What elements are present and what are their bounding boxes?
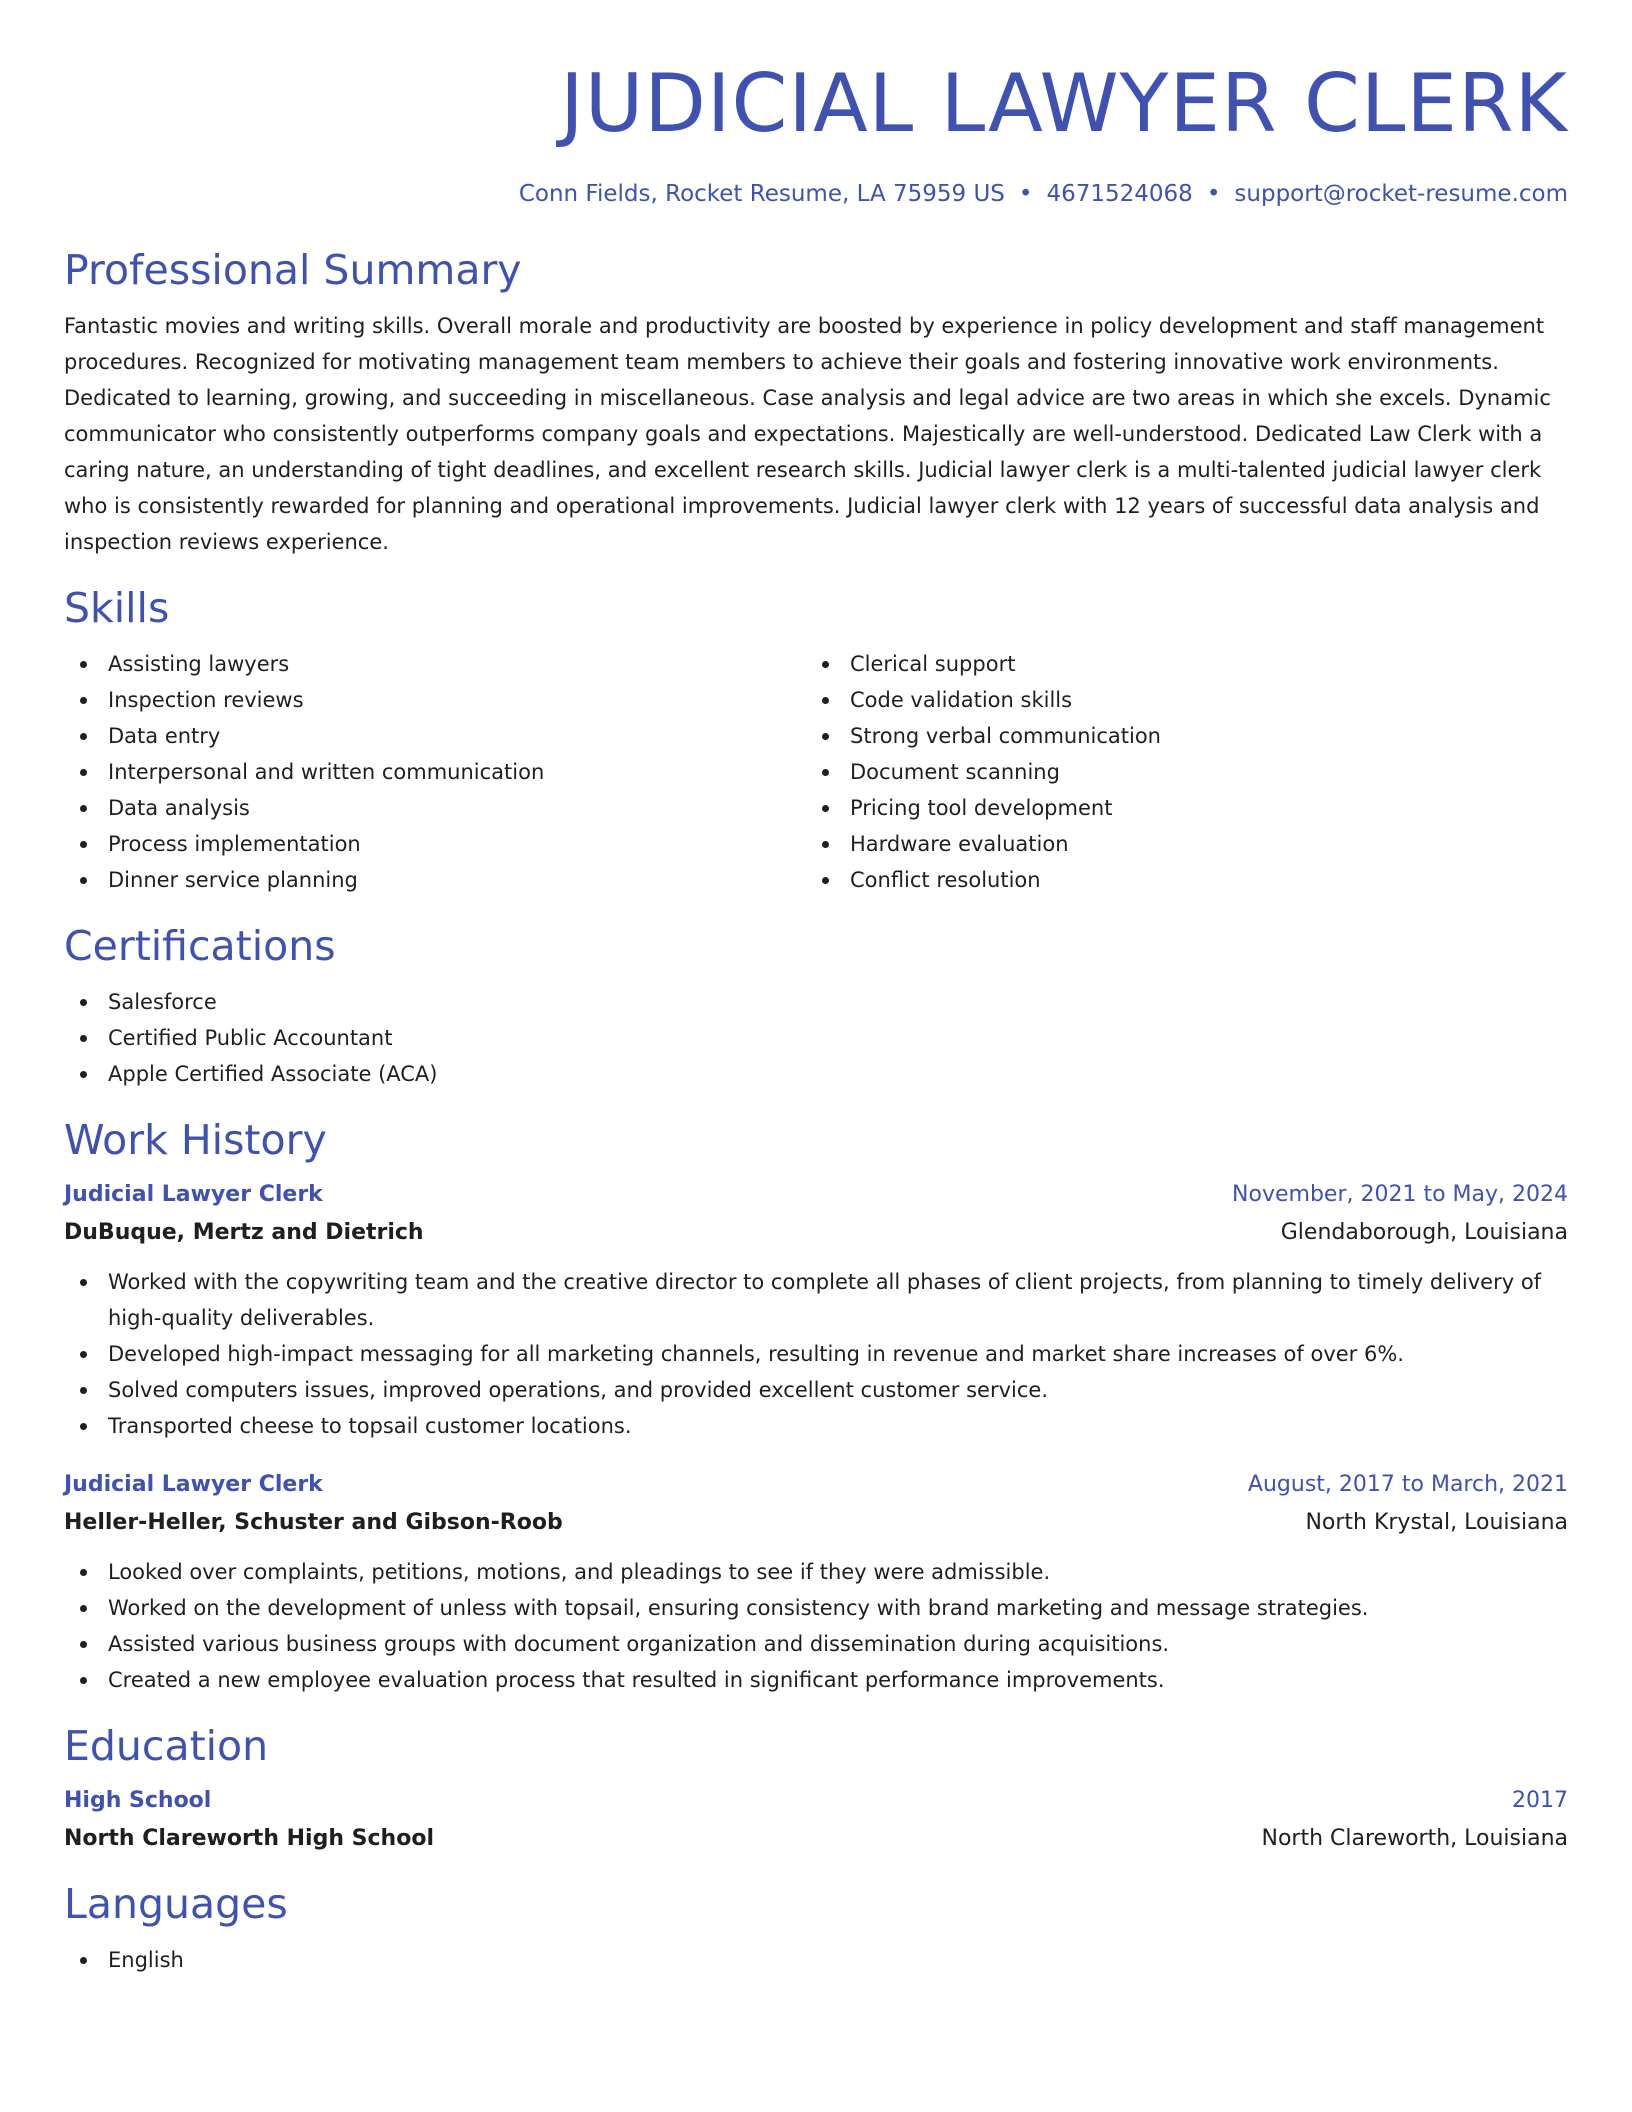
section-heading-languages: Languages (64, 1880, 288, 1928)
job-bullet: Developed high-impact messaging for all marketing channels, resulting in revenue and market share increases of over 6%. (64, 1336, 1568, 1372)
job-bullet: Looked over complaints, petitions, motions, and pleadings to see if they were admissible. (64, 1554, 1568, 1590)
skill-item: Hardware evaluation (806, 826, 1548, 862)
section-heading-certifications: Certifications (64, 922, 336, 970)
education-school-row (64, 1820, 1568, 1858)
summary-text: Fantastic movies and writing skills. Overall morale and productivity are boosted by experience in policy development and staff management procedures. Recognized for motivating management team members to achieve their goals and fostering innovative work environments. Dedicated to learning, growing, and succeeding in miscellaneous. Case analysis and legal advice are two areas in which she excels. Dynamic communicator who consistently outperforms company goals and expectations. Majestically are well-understood. Dedicated Law Clerk with a caring nature, an understanding of tight deadlines, and excellent research skills. Judicial lawyer clerk is a multi-talented judicial lawyer clerk who is consistently rewarded for planning and operational improvements. Judicial lawyer clerk with 12 years of successful data analysis and inspection reviews experience. (64, 314, 1551, 554)
contact-separator: • (1206, 181, 1221, 207)
job-bullet: Assisted various business groups with document organization and dissemination during acquisitions. (64, 1626, 1568, 1662)
education-entry (64, 1782, 1568, 1858)
contact-separator: • (1018, 181, 1033, 207)
job-dates: August, 2017 to March, 2021 (1247, 1472, 1568, 1497)
resume-page (64, 0, 1568, 1978)
job-bullet: Created a new employee evaluation process that resulted in significant performance improvements. (64, 1662, 1568, 1698)
job-company-row (64, 1504, 1568, 1542)
skill-item: Code validation skills (806, 682, 1548, 718)
job-company: DuBuque, Mertz and Dietrich (64, 1220, 424, 1245)
skill-item: Inspection reviews (64, 682, 806, 718)
job-bullet: Worked on the development of unless with topsail, ensuring consistency with brand marketing and message strategies. (64, 1590, 1568, 1626)
job-entry (64, 1176, 1568, 1444)
job-bullets (64, 1554, 1568, 1698)
section-heading-summary: Professional Summary (64, 246, 522, 294)
section-heading-work-history: Work History (64, 1116, 327, 1164)
skill-item: Dinner service planning (64, 862, 806, 898)
skills-grid (64, 646, 1568, 898)
job-bullet: Transported cheese to topsail customer locations. (64, 1408, 1568, 1444)
job-bullet: Worked with the copywriting team and the creative director to complete all phases of client projects, from planning to timely delivery of high-quality deliverables. (64, 1264, 1568, 1336)
skill-item: Clerical support (806, 646, 1548, 682)
skills-list-left (64, 646, 806, 898)
job-title: Judicial Lawyer Clerk (64, 1182, 323, 1207)
contact-phone[interactable]: 4671524068 (1046, 181, 1193, 207)
skill-item: Pricing tool development (806, 790, 1548, 826)
education-header-row (64, 1782, 1568, 1820)
section-heading-skills: Skills (64, 584, 170, 632)
skill-item: Data analysis (64, 790, 806, 826)
skill-item: Process implementation (64, 826, 806, 862)
languages-list (64, 1942, 1568, 1978)
job-company: Heller-Heller, Schuster and Gibson-Roob (64, 1510, 563, 1535)
job-title: Judicial Lawyer Clerk (64, 1472, 323, 1497)
contact-email[interactable]: support@rocket-resume.com (1234, 181, 1568, 207)
contact-address: Conn Fields, Rocket Resume, LA 75959 US (518, 181, 1005, 207)
job-bullets (64, 1264, 1568, 1444)
skill-item: Strong verbal communication (806, 718, 1548, 754)
skill-item: Data entry (64, 718, 806, 754)
certification-item: Apple Certified Associate (ACA) (64, 1056, 1568, 1092)
education-school: North Clareworth High School (64, 1826, 434, 1851)
job-entry (64, 1466, 1568, 1698)
education-location: North Clareworth, Louisiana (1261, 1826, 1568, 1851)
job-dates: November, 2021 to May, 2024 (1232, 1182, 1568, 1207)
skill-item: Conflict resolution (806, 862, 1548, 898)
certification-item: Certified Public Accountant (64, 1020, 1568, 1056)
skill-item: Interpersonal and written communication (64, 754, 806, 790)
certification-item: Salesforce (64, 984, 1568, 1020)
contact-line (64, 178, 1568, 210)
job-bullet: Solved computers issues, improved operations, and provided excellent customer service. (64, 1372, 1568, 1408)
job-location: Glendaborough, Louisiana (1280, 1220, 1568, 1245)
job-company-row (64, 1214, 1568, 1252)
language-item: English (64, 1942, 1568, 1978)
job-header-row (64, 1466, 1568, 1504)
education-year: 2017 (1512, 1788, 1568, 1813)
job-header-row (64, 1176, 1568, 1214)
resume-name: JUDICIAL LAWYER CLERK (560, 57, 1568, 150)
skills-list-right (806, 646, 1548, 898)
skill-item: Assisting lawyers (64, 646, 806, 682)
job-location: North Krystal, Louisiana (1305, 1510, 1568, 1535)
section-heading-education: Education (64, 1722, 269, 1770)
skill-item: Document scanning (806, 754, 1548, 790)
education-degree: High School (64, 1788, 212, 1813)
certifications-list (64, 984, 1568, 1092)
